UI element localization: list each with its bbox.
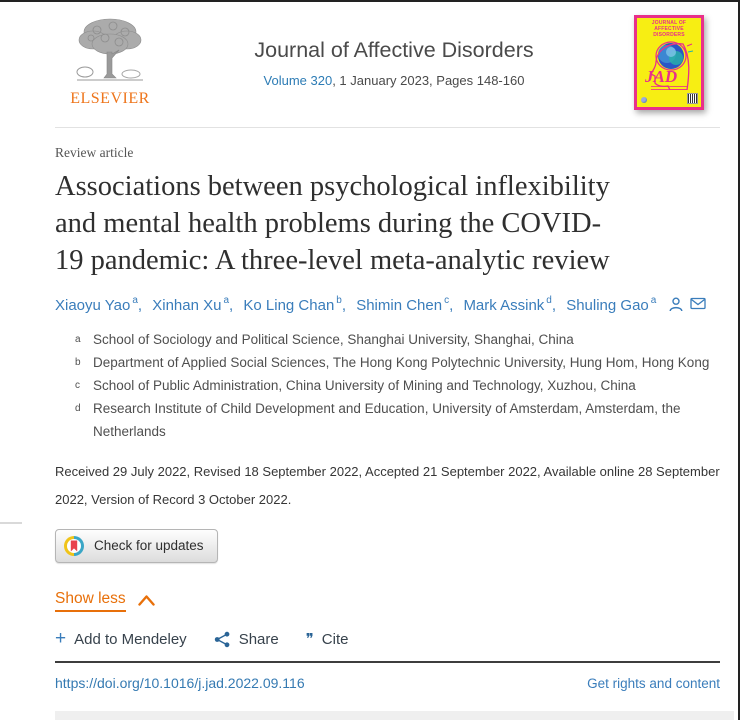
cite-quotes-icon: ❞ [305,630,314,649]
publication-dates: Received 29 July 2022, Revised 18 September 2022, Accepted 21 September 2022, Available online 28 September 2022, Version of Record 3 October 2022. [55,463,720,507]
cover-footer-lines [651,86,687,92]
left-edge-tick [0,522,22,524]
doi-link[interactable]: https://doi.org/10.1016/j.jad.2022.09.116 [55,674,305,691]
author-link[interactable]: Xinhan Xu $^a$ [152,295,230,315]
author-link[interactable]: Shimin Chen $^c$ [356,295,450,315]
author-link[interactable]: Ko Ling Chan $^b$ [243,295,342,315]
author-list: Xiaoyu Yao $^a$, Xinhan Xu $^a$, Ko Ling Chan $^b$, Shimin Chen $^c$, Mark Assink $^d$, Shuling Gao $^a$ [55,296,720,314]
cite-button[interactable]: ❞ Cite [305,630,349,649]
doi-row [55,675,720,691]
footer-divider [55,661,720,663]
affiliation-item: b Department of Applied Social Sciences, The Hong Kong Polytechnic University, Hung Hom, Hong Kong [75,355,710,371]
volume-issue-line [170,73,618,88]
issue-info-text: , 1 January 2023, Pages 148-160 [332,73,525,88]
plus-icon: + [55,628,67,650]
elsevier-wordmark: ELSEVIER [70,90,150,107]
affiliation-item: a School of Sociology and Political Science, Shanghai University, Shanghai, China [75,332,574,348]
author-link[interactable]: Xiaoyu Yao $^a$ [55,295,138,315]
share-icon [214,631,231,648]
show-less-link[interactable]: Show less [55,590,126,612]
get-rights-link[interactable]: Get rights and content [587,675,720,691]
article-title: Associations between psychological inflexibility and mental health problems during the COVID- 19 pandemic: A three-level meta-analytic review [55,171,610,277]
next-section-edge [55,711,734,720]
check-for-updates-label: Check for updates [94,538,204,554]
affiliation-item: d Research Institute of Child Development and Education, University of Amsterdam, Amsterdam, the Netherlands [75,400,681,439]
journal-title-link[interactable]: Journal of Affective Disorders [254,38,534,62]
check-for-updates-button[interactable] [55,529,218,563]
affiliation-list [75,329,720,444]
corresponding-author-icon[interactable] [669,297,683,312]
cover-publisher-dot [641,97,647,103]
article-header-section [0,145,738,691]
show-less-row [55,590,720,612]
author-link[interactable]: Mark Assink $^d$ [463,295,552,315]
crossmark-icon [63,535,85,557]
cover-monogram: JAD [645,67,678,86]
header-divider [55,127,720,128]
journal-header-text [170,38,618,88]
add-to-mendeley-button[interactable]: + Add to Mendeley [55,628,187,650]
journal-banner [0,2,738,127]
elsevier-logo[interactable] [55,16,165,108]
elsevier-tree-icon [73,16,147,84]
share-button[interactable]: Share [214,631,279,648]
cover-masthead-text: JOURNAL OF AFFECTIVE DISORDERS [651,20,687,38]
cover-barcode [687,93,698,104]
article-toolbar [55,628,720,650]
chevron-up-icon [138,595,155,606]
article-type-label: Review article [55,145,134,160]
affiliation-item: c School of Public Administration, China University of Mining and Technology, Xuzhou, China [75,378,636,394]
email-author-icon[interactable] [690,297,706,310]
journal-cover-thumbnail[interactable] [634,15,704,110]
volume-link[interactable]: Volume 320 [263,73,333,88]
author-link[interactable]: Shuling Gao $^a$ [566,295,657,315]
